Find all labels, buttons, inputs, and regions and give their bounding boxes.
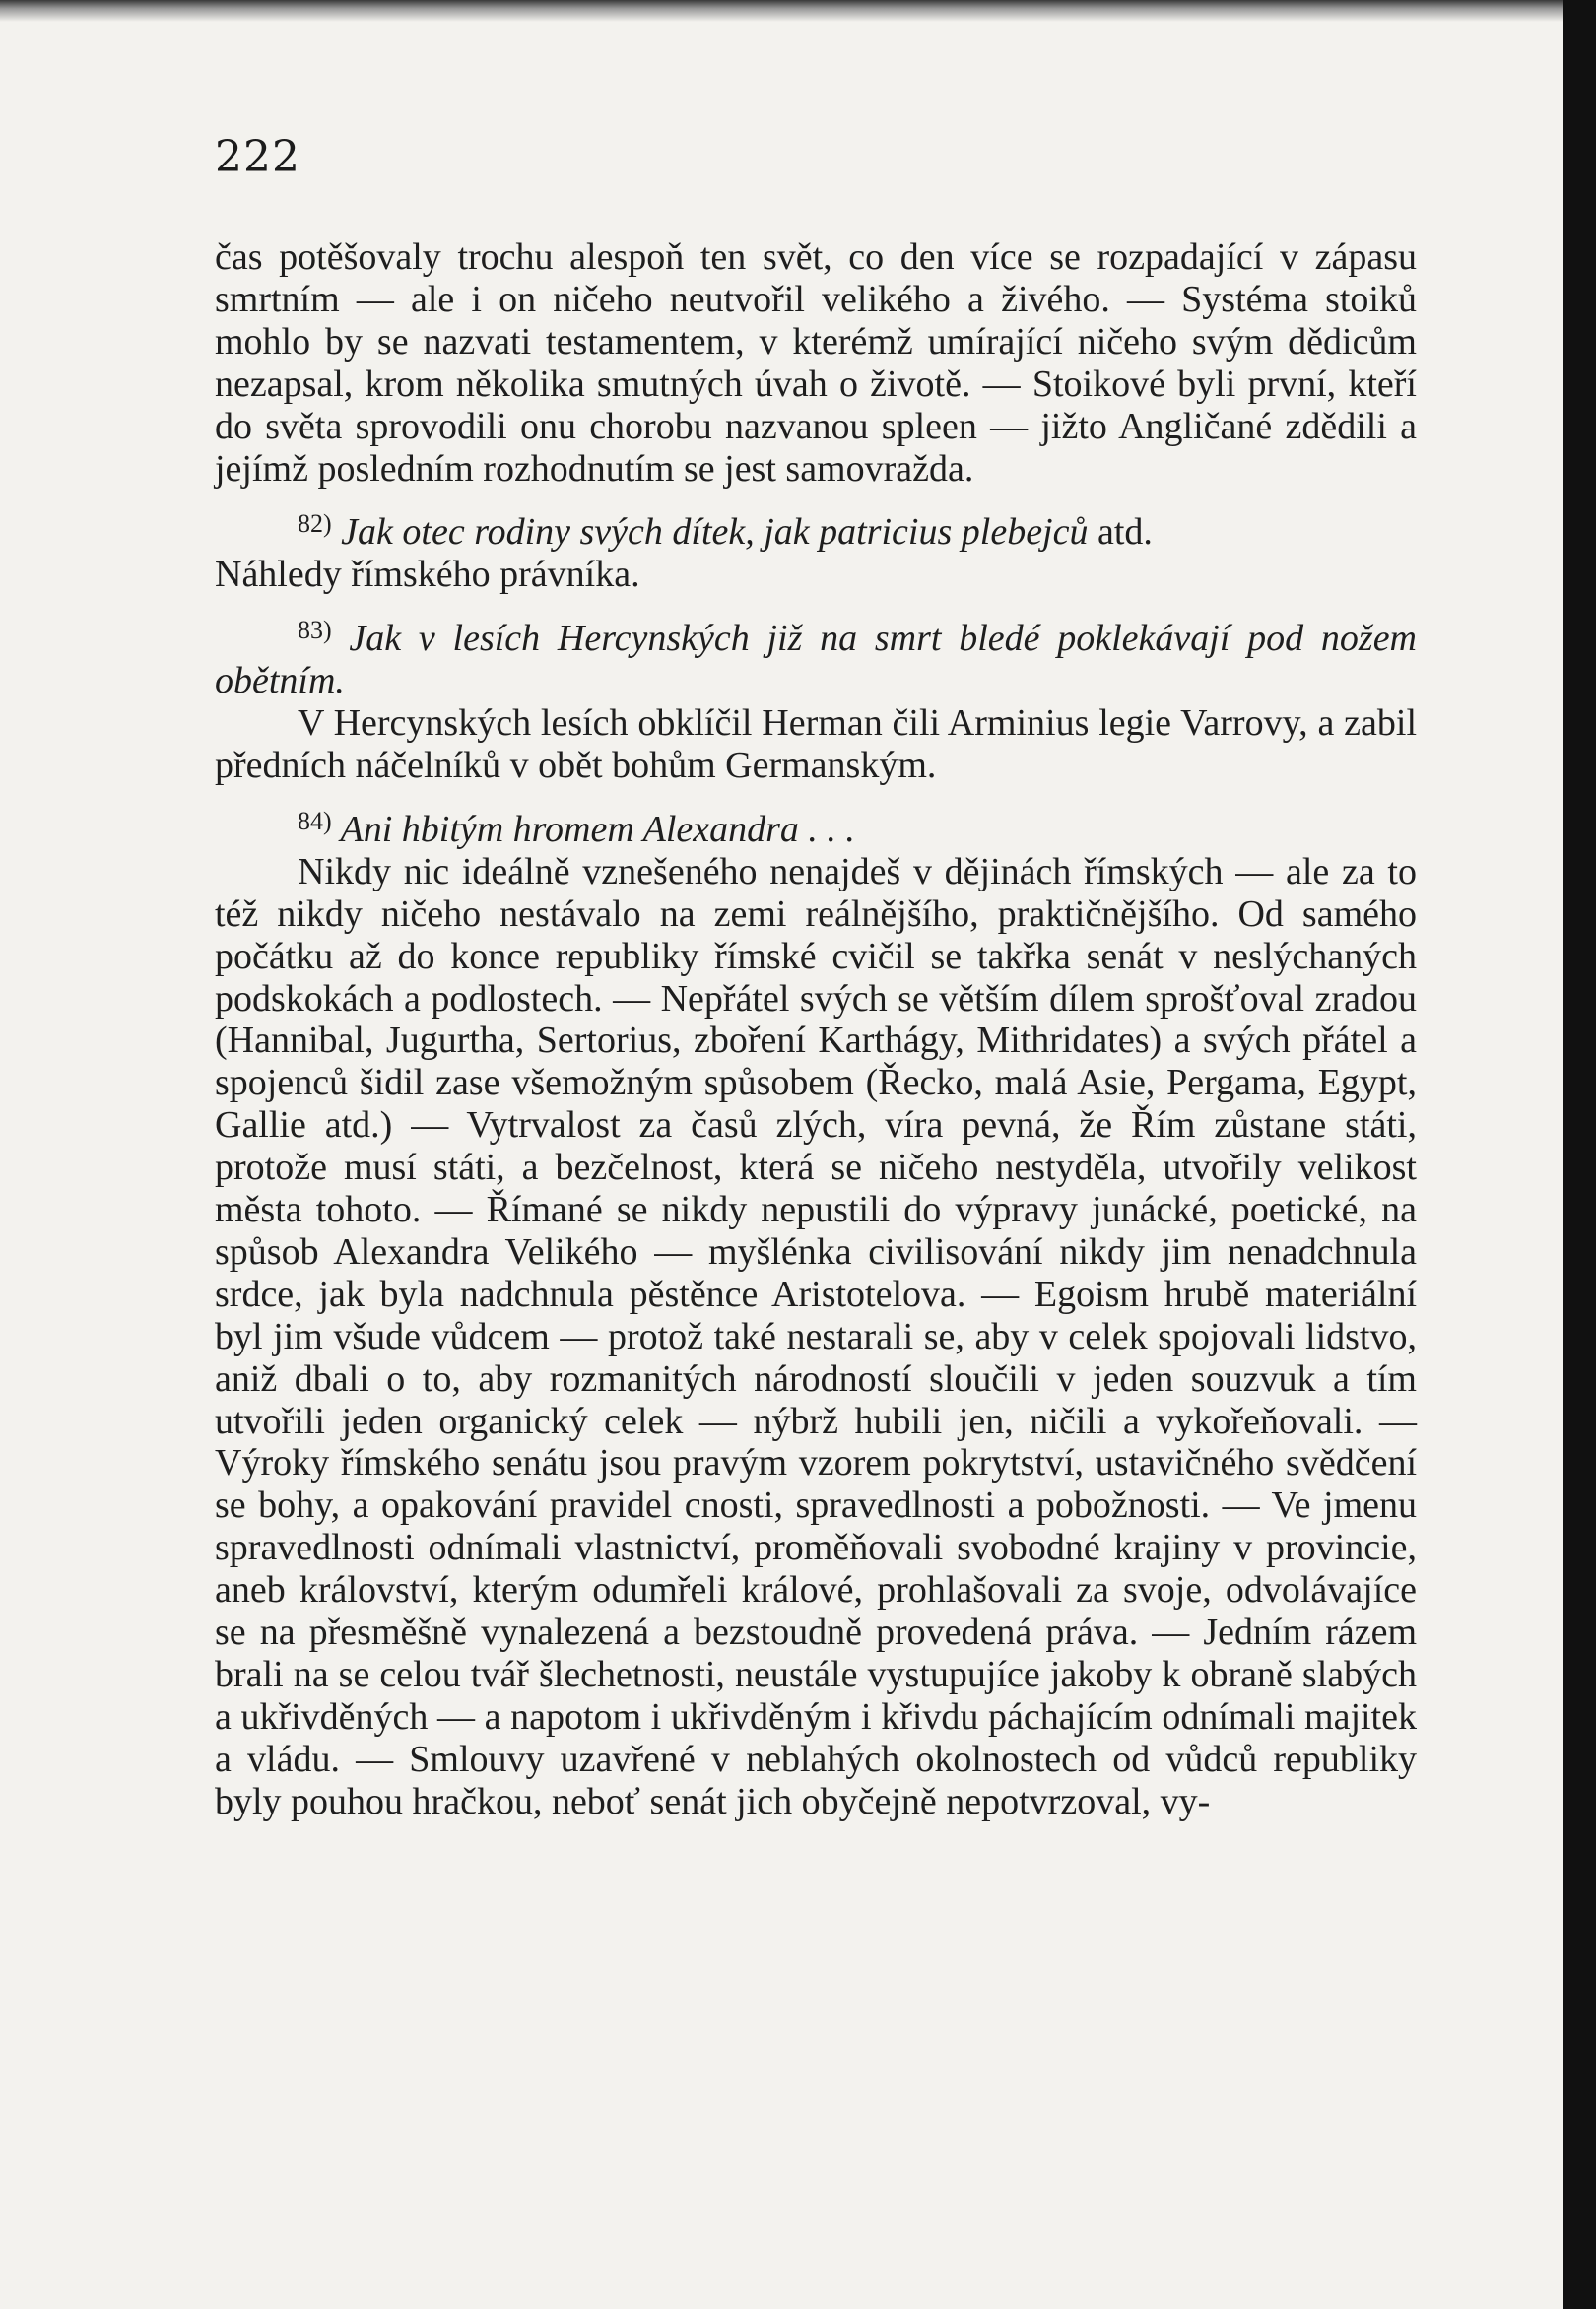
note-82-quote: Jak otec rodiny svých dítek, jak patricius plebejců [331, 511, 1089, 554]
note-83-heading [215, 610, 1417, 702]
page-text [215, 236, 1417, 1823]
scan-top-edge [0, 0, 1563, 22]
note-83-quote: Jak v lesích Hercynských již na smrt bledé poklekávají pod nožem obětním. [215, 618, 1417, 702]
note-84-quote: Ani hbitým hromem Alexandra . . . [331, 808, 855, 850]
note-83-body: V Hercynských lesích obklíčil Herman čili Arminius legie Varrovy, a zabil předních náčelníků v obět bohům Germanským. [215, 702, 1417, 786]
note-82-quote-tail: atd. [1088, 511, 1153, 554]
scan-right-edge [1563, 0, 1596, 2309]
note-83-number: 83) [298, 616, 332, 645]
note-82-heading [215, 503, 1417, 554]
intro-paragraph: čas potěšovaly trochu alespoň ten svět, co den více se rozpadající v zápasu smrtním — ale i on ničeho neutvořil velikého a živého. — Systéma stoiků mohlo by se nazvati testamentem, v kterémž umírající ničeho svým dědicům nezapsal, krom několika smutných úvah o životě. — Stoikové byli první, kteří do světa sprovodili onu chorobu nazvanou spleen — jižto Angličané zdědili a jejímž posledním rozhodnutím se jest samovražda. [215, 236, 1417, 490]
note-84-heading [215, 801, 1417, 851]
page-number: 222 [215, 132, 300, 182]
note-82-number: 82) [298, 509, 332, 539]
note-82-body: Náhledy římského právníka. [215, 554, 640, 596]
note-84-number: 84) [298, 806, 332, 835]
note-84-body: Nikdy nic ideálně vznešeného nenajdeš v dějinách římských — ale za to též nikdy ničeho nestávalo na zemi reálnějšího, praktičnějšího. Od samého počátku až do konce republiky římské cvičil se takřka senát v neslýchaných podskokách a podlostech. — Nepřátel svých se větším dílem sprošťoval zradou (Hannibal, Jugurtha, Sertorius, zboření Karthágy, Mithridates) a svých přátel a spojenců šidil zase všemožným spůsobem (Řecko, malá Asie, Pergama, Egypt, Gallie atd.) — Vytrvalost za časů zlých, víra pevná, že Řím zůstane státi, protože musí státi, a bezčelnost, která se ničeho nestyděla, utvořily velikost města tohoto. — Římané se nikdy nepustili do výpravy junácké, poetické, na spůsob Alexandra Velikého — myšlénka civilisování nikdy jim nenadchnula srdce, jak byla nadchnula pěstěnce Aristotelova. — Egoism hrubě materiální byl jim všude vůdcem — protož také nestarali se, aby v celek spojovali lidstvo, aniž dbali o to, aby rozmanitých národností sloučili v jeden souzvuk a tím utvořili jeden organický celek — nýbrž hubili jen, ničili a vykořeňovali. — Výroky římského senátu jsou pravým vzorem pokrytství, ustavičného svědčení se bohy, a opakování pravidel cnosti, spravedlnosti a pobožnosti. — Ve jmenu spravedlnosti odnímali vlastnictví, proměňovali svobodné krajiny v provincie, aneb království, kterým odumřeli králové, prohlašovali za svoje, odvolávajíce se na přesměšně vynalezená a bezstoudně provedená práva. — Jedním rázem brali na se celou tvář šlechetnosti, neustále vystupujíce jakoby k obraně slabých a ukřivděných — a napotom i ukřivděným i křivdu páchajícím odnímali majitek a vládu. — Smlouvy uzavřené v neblahých okolnostech od vůdců republiky byly pouhou hračkou, neboť senát jich obyčejně nepotvrzoval, vy- [215, 850, 1417, 1822]
